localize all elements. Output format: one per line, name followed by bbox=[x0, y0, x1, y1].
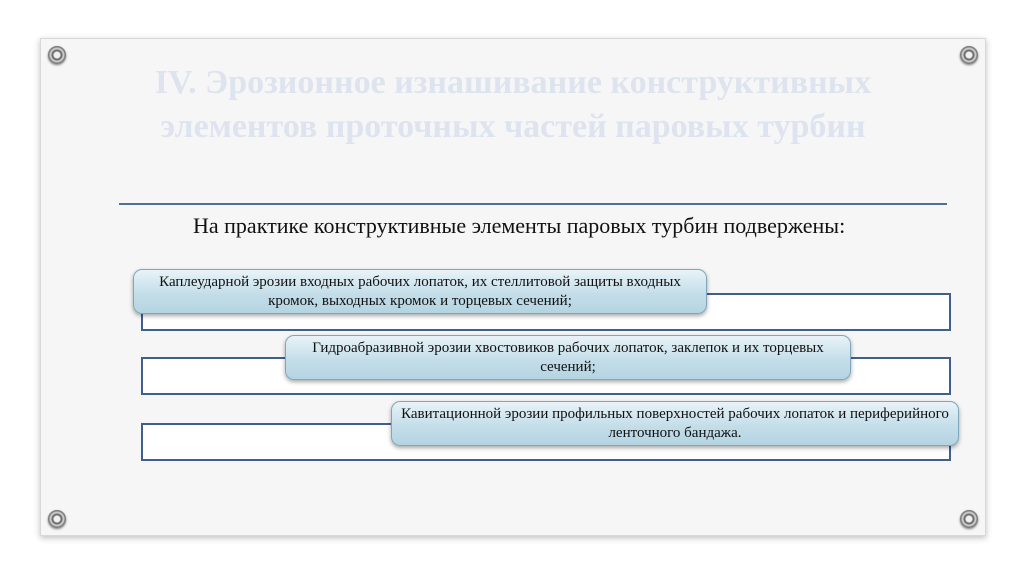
list-item bbox=[285, 335, 851, 380]
list-item-text: Каплеударной эрозии входных рабочих лопаток, их стеллитовой защиты входных кромок, выходных кромок и торцевых сечений; bbox=[159, 273, 681, 309]
list-item-text: Гидроабразивной эрозии хвостовиков рабочих лопаток, заклепок и их торцевых сечений; bbox=[312, 339, 824, 375]
intro-text: На практике конструктивные элементы паровых турбин подвержены: bbox=[193, 213, 846, 238]
rivet-icon bbox=[48, 510, 66, 528]
list-item bbox=[133, 269, 707, 314]
rivet-icon bbox=[960, 46, 978, 64]
list-item-text: Кавитационной эрозии профильных поверхностей рабочих лопаток и периферийного ленточного бандажа. bbox=[401, 405, 949, 441]
rivet-icon bbox=[48, 46, 66, 64]
rivet-icon bbox=[960, 510, 978, 528]
list-item bbox=[391, 401, 959, 446]
slide bbox=[40, 38, 986, 536]
title-divider bbox=[119, 203, 947, 205]
slide-title: IV. Эрозионное изнашивание конструктивных элементов проточных частей паровых турбин bbox=[154, 64, 872, 145]
